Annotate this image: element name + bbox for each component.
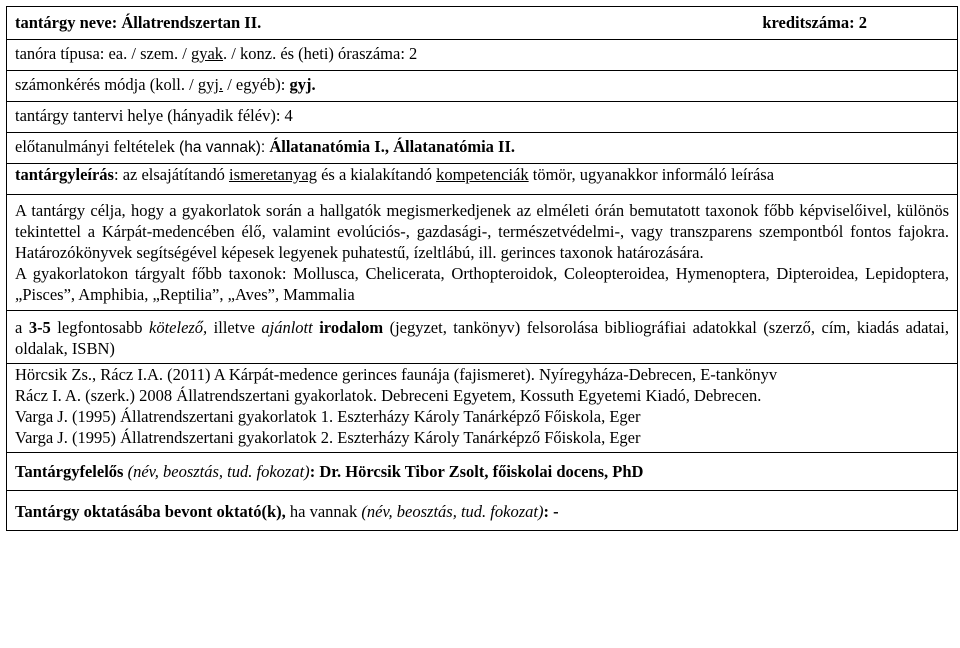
teachers-label: Tantárgy oktatásába bevont oktató(k), <box>15 502 286 521</box>
credit-label: kreditszáma: <box>762 13 855 32</box>
prerequisites-label: előtanulmányi feltételek <box>15 137 180 156</box>
references-row <box>7 364 958 453</box>
reference-item: Rácz I. A. (szerk.) 2008 Állatrendszertani gyakorlatok. Debreceni Egyetem, Kossuth Egyetemi Kiadó, Debrecen. <box>15 386 762 405</box>
teachers-row <box>7 491 958 531</box>
class-type-suffix: . / konz. és (heti) óraszáma: 2 <box>223 44 418 63</box>
description-u1: ismeretanyag <box>228 165 317 184</box>
responsible-row <box>7 453 958 491</box>
class-type-selected: gyak <box>190 44 224 63</box>
exam-type-middle: / egyéb): <box>223 75 290 94</box>
reference-item: Varga J. (1995) Állatrendszertani gyakorlatok 2. Eszterházy Károly Tanárképző Főiskola, Eger <box>15 428 641 447</box>
literature-recommended: ajánlott <box>261 318 313 337</box>
prerequisites-value: Állatanatómia I., Állatanatómia II. <box>269 137 515 156</box>
teachers-value: : - <box>543 502 559 521</box>
teachers-hint: (név, beosztás, tud. fokozat) <box>361 502 544 521</box>
responsible-colon: : <box>309 462 320 481</box>
responsible-value: Dr. Hörcsik Tibor Zsolt, főiskolai docens, PhD <box>319 462 644 481</box>
responsible-label: Tantárgyfelelős <box>15 462 124 481</box>
literature-label-row <box>7 311 958 364</box>
reference-item: Hörcsik Zs., Rácz I.A. (2011) A Kárpát-medence gerinces faunája (fajismeret). Nyíregyháza-Debrecen, E-tankönyv <box>15 365 778 384</box>
description-paragraph-1: A tantárgy célja, hogy a gyakorlatok során a hallgatók megismerkedjenek az elméleti órán bemutatott taxonok főbb képviselőivel, különös tekintettel a Kárpát-medencében élő, valamint evolúciós-, gazdasági-, természetvédelmi-, vagy transzparens szempontból fontos fajokra. Határozókönyvek segítségével képesek legyenek puhatestű, ízeltlábú, ill. gerinces taxonok határozására. <box>15 201 949 262</box>
description-p2: és a kialakítandó <box>316 165 437 184</box>
subject-label: tantárgy neve: <box>15 13 118 32</box>
semester-label: tantárgy tantervi helye (hányadik félév): <box>15 106 281 125</box>
description-u2: kompetenciák <box>436 165 529 184</box>
exam-type-selected: gyj. <box>197 75 224 94</box>
teachers-mid: ha vannak <box>285 502 362 521</box>
literature-word: irodalom <box>319 318 384 337</box>
literature-text-3: illetve <box>207 318 262 337</box>
description-p3: tömör, ugyanakkor informáló leírása <box>528 165 775 184</box>
prerequisites-row <box>7 133 958 164</box>
exam-type-row <box>7 71 958 102</box>
literature-count: 3-5 <box>28 318 51 337</box>
header-row <box>7 7 958 40</box>
literature-text-2: legfontosabb <box>50 318 149 337</box>
description-title: tantárgyleírás <box>15 165 114 184</box>
semester-row <box>7 102 958 133</box>
responsible-hint: (név, beosztás, tud. fokozat) <box>127 462 310 481</box>
course-sheet <box>6 6 958 531</box>
description-body-row <box>7 195 958 311</box>
class-type-row <box>7 40 958 71</box>
description-label-row <box>7 164 958 195</box>
subject-name: Állatrendszertan II. <box>121 13 262 32</box>
literature-text-1: a <box>15 318 29 337</box>
literature-mandatory: kötelező, <box>149 318 208 337</box>
exam-type-value: gyj. <box>289 75 316 94</box>
literature-text-5: (jegyzet, tankönyv) felsorolása bibliográfiai adatokkal (szerző, cím, kiadás adatai, oldalak, ISBN) <box>15 318 950 358</box>
reference-item: Varga J. (1995) Állatrendszertani gyakorlatok 1. Eszterházy Károly Tanárképző Főiskola, Eger <box>15 407 641 426</box>
class-type-prefix: tanóra típusa: ea. / szem. / <box>15 44 191 63</box>
semester-value: 4 <box>284 106 293 125</box>
prerequisites-note: (ha vannak): <box>179 139 266 156</box>
description-p1: : az elsajátítandó <box>113 165 229 184</box>
exam-type-prefix: számonkérés módja (koll. / <box>15 75 198 94</box>
credit-field <box>762 12 867 33</box>
credit-value: 2 <box>858 13 867 32</box>
description-paragraph-2: A gyakorlatokon tárgyalt főbb taxonok: Mollusca, Chelicerata, Orthopteroidok, Coleopteroidea, Hymenoptera, Dipteroidea, Lepidoptera, „Pisces”, Amphibia, „Reptilia”, „Aves”, Mammalia <box>15 264 949 304</box>
